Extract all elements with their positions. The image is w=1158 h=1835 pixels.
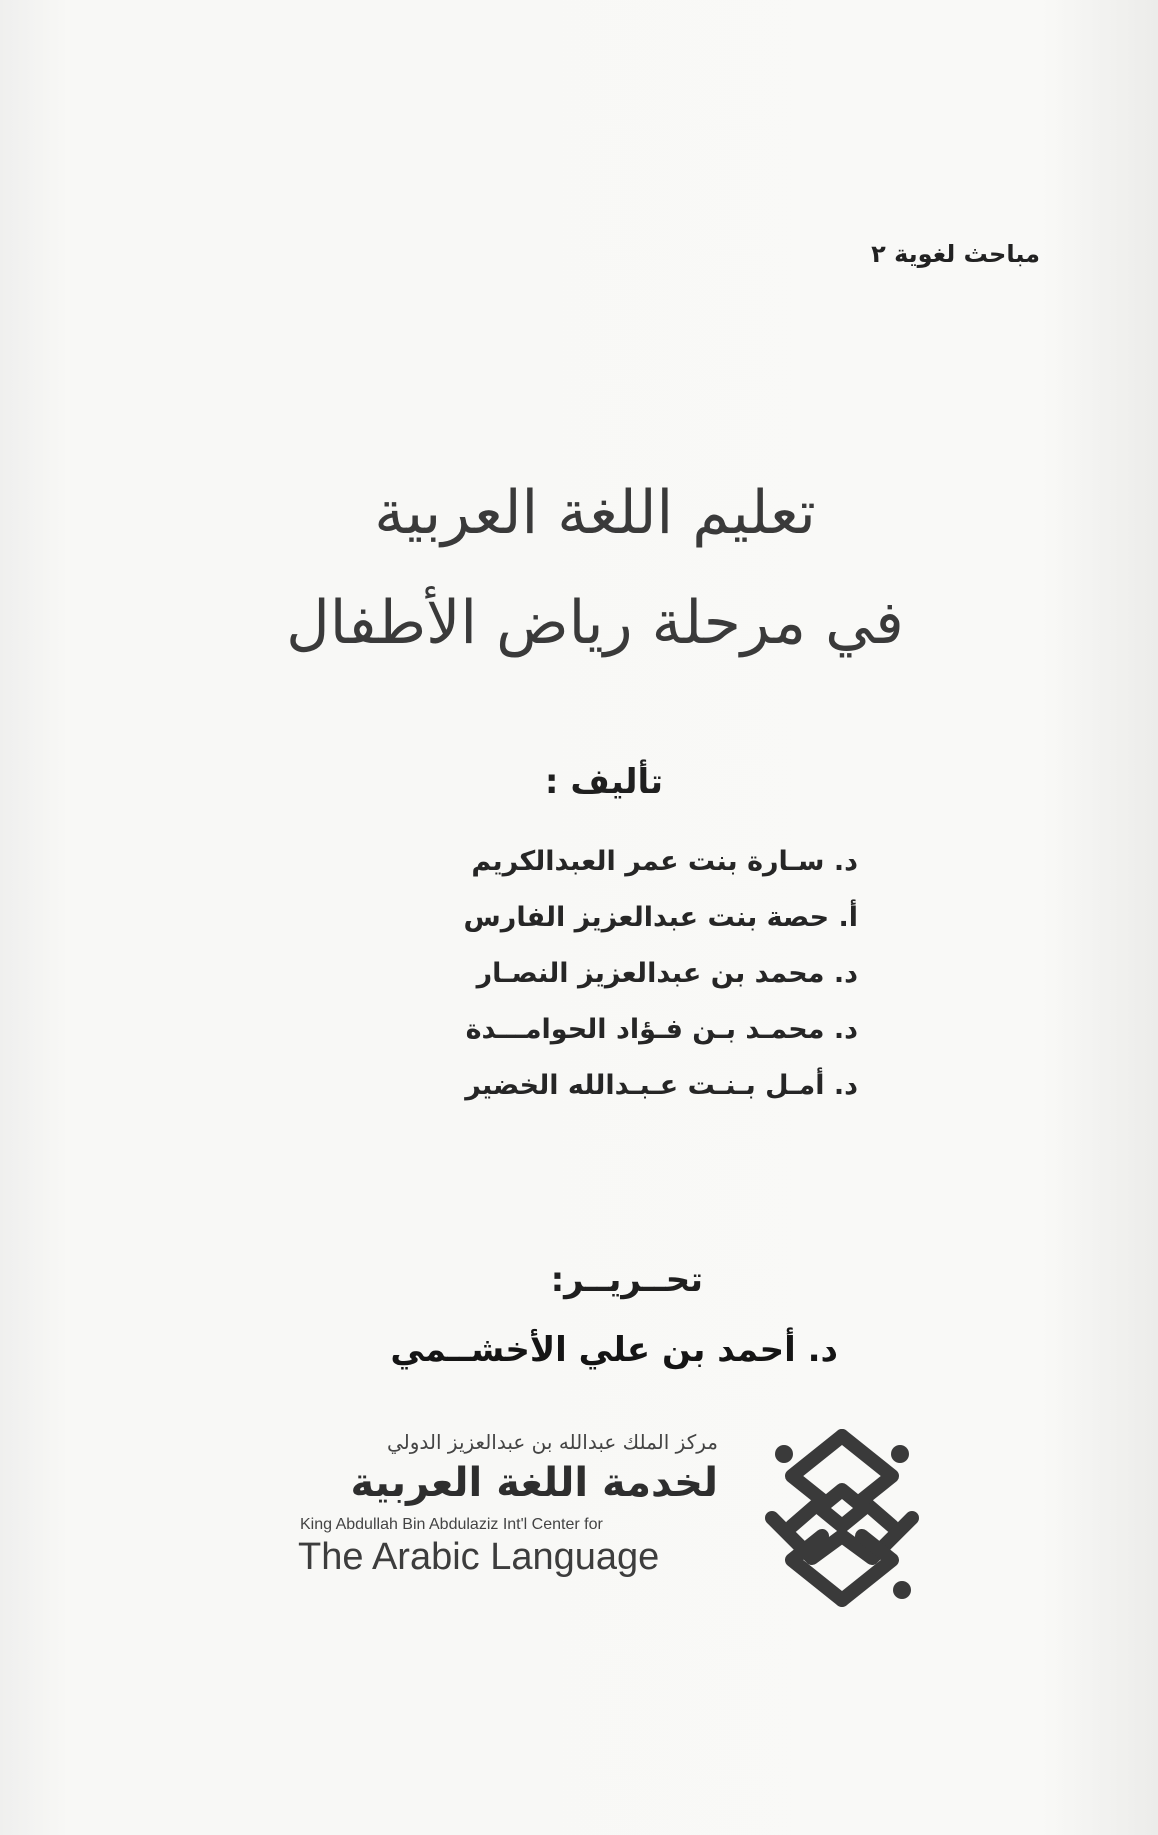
publisher-block — [298, 1430, 718, 1579]
publisher-name-en-line-2: The Arabic Language — [298, 1536, 660, 1578]
publisher-name-ar-line-2: لخدمة اللغة العربية — [350, 1460, 718, 1506]
authors-list — [338, 846, 858, 1126]
author-item: د. محمد بن عبدالعزيز النصـار — [476, 958, 858, 989]
author-item: د. أمـل بـنـت عـبـدالله الخضير — [465, 1070, 858, 1101]
authored-by-label: تأليف : — [544, 762, 663, 802]
publisher-name-en-line-1: King Abdullah Bin Abdulaziz Int'l Center for — [300, 1516, 603, 1533]
book-title-line-1: تعليم اللغة العربية — [374, 478, 816, 548]
series-label: مباحث لغوية ٢ — [871, 240, 1040, 268]
book-title-line-2: في مرحلة رياض الأطفال — [286, 588, 904, 658]
author-item: د. سـارة بنت عمر العبدالكريم — [471, 846, 858, 877]
publisher-name-ar-line-1: مركز الملك عبدالله بن عبدالعزيز الدولي — [386, 1430, 718, 1454]
edited-by-label: تحــريــر: — [550, 1260, 703, 1300]
author-item: د. محمـد بـن فـؤاد الحوامـــدة — [465, 1014, 858, 1045]
author-item: أ. حصة بنت عبدالعزيز الفارس — [463, 902, 858, 933]
calligraphic-emblem-icon — [742, 1418, 942, 1618]
editor-name: د. أحمد بن علي الأخشــمي — [390, 1330, 838, 1370]
